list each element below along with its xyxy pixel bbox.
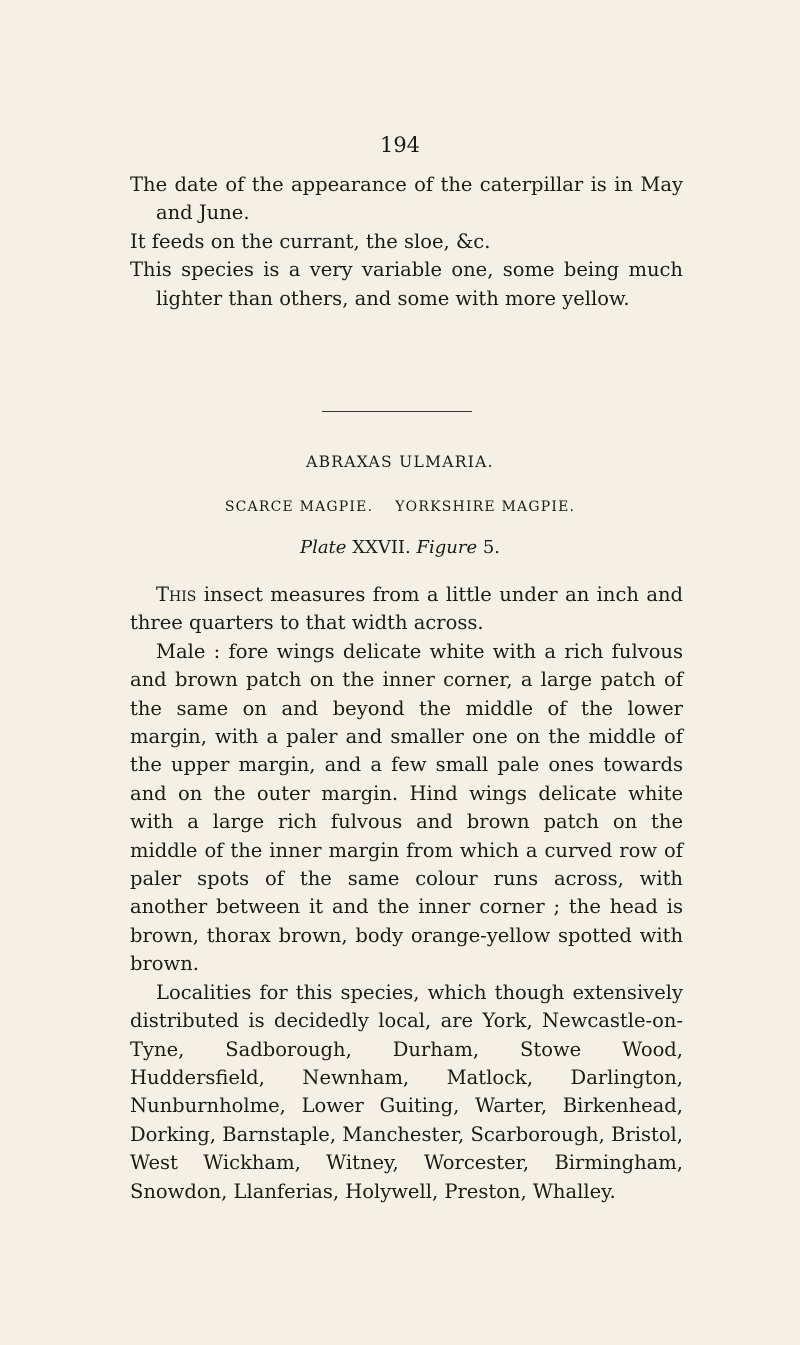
common-name-scarce-magpie: SCARCE MAGPIE. — [224, 499, 374, 515]
figure-number: 5. — [482, 537, 501, 558]
plate-reference — [0, 537, 800, 558]
plate-number: XXVII. — [352, 537, 411, 558]
size-text: insect measures from a little under an inch and three quarters to that width across. — [130, 583, 683, 635]
intro-paragraph-food: It feeds on the currant, the sloe, &c. — [130, 229, 491, 253]
figure-label: Figure — [416, 537, 478, 558]
description-localities-paragraph: Localities for this species, which though extensively distributed is decidedly local, are York, Newcastle-on-Tyne, Sadborough, Durham, Stowe Wood, Huddersfield, Newnham, Matlock, Darlington, Nunburnholme, Lower Guiting, Warter, Birkenhead, Dorking, Barnstaple, Manchester, Scarborough, Bristol, West Wickham, Witney, Worcester, Birmingham, Snowdon, Llanferias, Holywell, Preston, Whalley. — [130, 980, 683, 1203]
description-section — [130, 581, 683, 1206]
species-common-names — [0, 499, 800, 515]
intro-paragraph-caterpillar-date: The date of the appearance of the caterpillar is in May and June. — [130, 173, 683, 225]
intro-paragraph-variability: This species is a very variable one, some being much lighter than others, and some with more yellow. — [130, 258, 683, 310]
section-divider — [322, 411, 472, 412]
description-size-paragraph — [130, 581, 683, 638]
page-number: 194 — [379, 133, 421, 157]
common-name-yorkshire-magpie: YORKSHIRE MAGPIE. — [395, 499, 576, 515]
plate-label: Plate — [299, 537, 347, 558]
species-latin-name: ABRAXAS ULMARIA. — [306, 453, 494, 471]
intro-section — [130, 171, 683, 313]
opening-word: This — [156, 583, 197, 606]
description-male-paragraph: Male : fore wings delicate white with a rich fulvous and brown patch on the inner corner, a large patch of the same on and beyond the middle of the lower margin, with a paler and smaller one on the middle of the upper margin, and a few small pale ones towards and on the outer margin. Hind wings delicate white with a large rich fulvous and brown patch on the middle of the inner margin from which a curved row of paler spots of the same colour runs across, with another between it and the inner corner ; the head is brown, thorax brown, body orange-yellow spotted with brown. — [130, 639, 683, 976]
